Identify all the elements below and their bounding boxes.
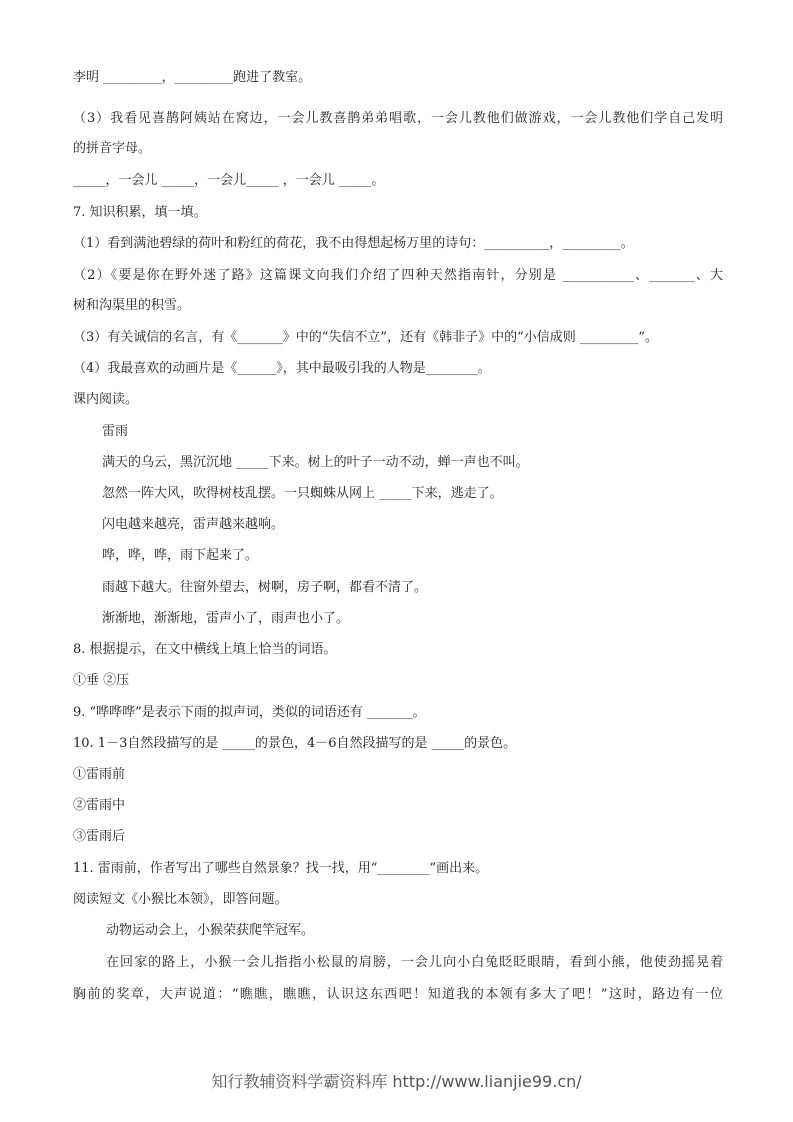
option-line: ②雷雨中: [73, 798, 126, 813]
option-line: ③雷雨后: [73, 829, 126, 844]
question-heading: 10. 1－3自然段描写的是 _____的景色，4－6自然段描写的是 _____的景色。: [73, 736, 517, 751]
passage-line: 渐渐地，渐渐地，雷声小了，雨声也小了。: [102, 611, 350, 626]
text-line: 的拼音字母。: [73, 141, 152, 156]
question-heading: 8. 根据提示，在文中横线上填上恰当的词语。: [73, 642, 337, 657]
text-line: （2）《要是你在野外迷了路》这篇课文向我们介绍了四种天然指南针，分别是 ___________、_______、大: [73, 268, 723, 283]
passage-line: 满天的乌云，黑沉沉地 _____下来。树上的叶子一动不动，蝉一声也不叫。: [102, 455, 529, 470]
passage-line: 雨越下越大。往窗外望去，树啊，房子啊，都看不清了。: [102, 580, 428, 595]
passage-title: 雷雨: [102, 424, 129, 439]
section-heading: 课内阅读。: [73, 392, 139, 407]
text-line: _____，一会儿 _____，一会儿_____ ，一会儿 _____。: [73, 173, 385, 188]
text-line: 李明 _________，_________跑进了教室。: [73, 70, 312, 85]
option-line: ①垂 ②压: [73, 673, 130, 688]
text-line: 树和沟渠里的积雪。: [73, 298, 191, 313]
passage-line: 忽然一阵大风，吹得树枝乱摆。一只蜘蛛从网上 _____下来，逃走了。: [102, 486, 503, 501]
page-footer: 知行教辅资料学霸资料库 http://www.lianjie99.cn/: [211, 1072, 582, 1091]
passage-line: 在回家的路上，小猴一会儿指指小松鼠的肩膀，一会儿向小白兔眨眨眼睛，看到小熊，他使劲摇晃着: [106, 955, 723, 970]
text-line: （4）我最喜欢的动画片是《______》，其中最吸引我的人物是________。: [73, 361, 491, 376]
question-heading: 11. 雷雨前，作者写出了哪些自然景象？找一找，用“________”画出来。: [73, 861, 489, 876]
section-heading: 阅读短文《小猴比本领》，即答问题。: [73, 892, 288, 907]
question-heading: 7. 知识积累，填一填。: [73, 205, 207, 220]
passage-line: 动物运动会上，小猴荣获爬竿冠军。: [106, 923, 315, 938]
question-heading: 9. “哗哗哗”是表示下雨的拟声词，类似的词语还有 _______。: [73, 705, 426, 720]
text-line: （1）看到满池碧绿的荷叶和粉红的荷花，我不由得想起杨万里的诗句：__________，_________。: [73, 236, 634, 251]
passage-line: 哗，哗，哗，雨下起来了。: [102, 548, 259, 563]
passage-line: 闪电越来越亮，雷声越来越响。: [102, 517, 285, 532]
text-line: （3）有关诚信的名言，有《_______》中的“失信不立”，还有《韩非子》中的“小信成则 _________”。: [73, 330, 658, 345]
option-line: ①雷雨前: [73, 767, 126, 782]
passage-line: 胸前的奖章，大声说道：“瞧瞧，瞧瞧，认识这东西吧！知道我的本领有多大了吧！”这时，路边有一位: [73, 987, 723, 1002]
text-line: （3）我看见喜鹊阿姨站在窝边，一会儿教喜鹊弟弟唱歌，一会儿教他们做游戏，一会儿教他们学自己发明: [73, 111, 723, 126]
